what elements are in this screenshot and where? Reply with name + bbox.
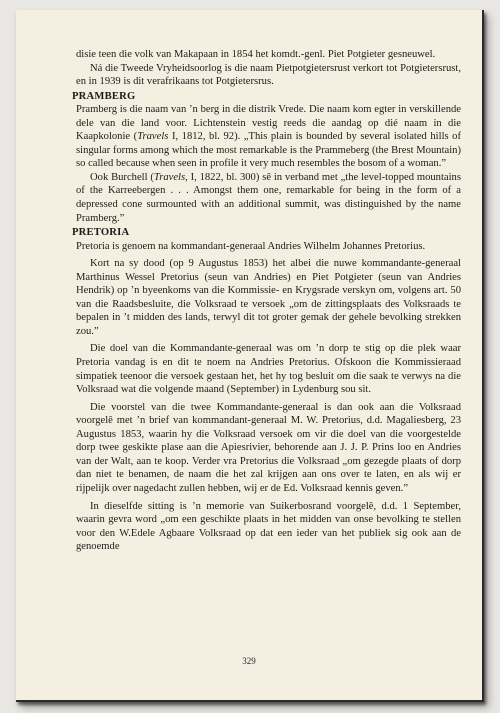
heading-pramberg: PRAMBERG xyxy=(72,90,136,102)
page-number: 329 xyxy=(242,656,256,666)
body-text xyxy=(72,48,461,554)
paragraph-pramberg-lichtenstein: Pramberg is die naam van ’n berg in die distrik Vrede. Die naam kom egter in verskillende dele van die land voor. Lichtenstein vestig reeds die aandag op dié naam in die Kaapkolonie (Travels I, 1812, bl. 92). „This plain is bounded by several isolated hills of singular forms among which the most remarkable is the Prammeberg (the Brest Mountain) so called because when seen in profile it very much resembles the bosom of a woman.” xyxy=(76,104,461,170)
book-title: Travels xyxy=(137,131,169,143)
paragraph-pramberg-burchell: Ook Burchell (Travels, I, 1822, bl. 300) sê in verband met „the level-topped mountains of the Karreebergen . . . Amongst them one, remarkable for being in the form of a depressed cone surmounted with an additional summit, was distinguished by the name Pramberg.” xyxy=(76,171,461,224)
paragraph-pretoria-death: Kort na sy dood (op 9 Augustus 1853) het albei die nuwe kommandante-generaal Marthinus Wessel Pretorius (seun van Andries) en Piet Potgieter (seun van Andries Hendrik) op ’n byeenkoms van die Kommissie- en Krygsrade verskyn om, volgens art. 50 van die Raadsbesluite, die Volksraad te versoek „om de zittingsplaats des Volksraads te bepalen in ’t midden des lands, terwyl dit tot groter gemak der gehele bevolking strekken zou.” xyxy=(76,258,461,337)
paragraph-pretoria-purpose: Die doel van die Kommandante-generaal was om ’n dorp te stig op die plek waar Pretoria vandag is en dit te noem na Andries Pretorius. Ofskoon die Kommissieraad simpatiek teenoor die versoek gestaan het, het hy tog besluit om die saak te verwys na die Volksraad wat die volgende maand (September) in Lydenburg sou sit. xyxy=(76,343,461,396)
paragraph-potgietersrus: Ná die Tweede Vryheidsoorlog is die naam Pietpotgietersrust verkort tot Potgietersrust, en in 1939 is dit verafrikaans tot Potgietersrus. xyxy=(76,62,461,88)
book-title: Travels xyxy=(153,171,186,183)
paragraph-makapaan: disie teen die volk van Makapaan in 1854 het komdt.-genl. Piet Potgieter gesneuwel. xyxy=(76,49,436,60)
book-page xyxy=(16,10,484,702)
heading-pretoria: PRETORIA xyxy=(72,227,130,239)
paragraph-pretoria-memorie: In dieselfde sitting is ’n memorie van Suikerbosrand voorgelê, d.d. 1 September, waarin gevra word „om een geschikte plaats in het midden van onse bevolking te stellen voor den W.Edele Agbaare Volksraad op dat een ieder van het publiek sig ook aan de genoemde xyxy=(76,500,461,553)
paragraph-pretoria-intro: Pretoria is genoem na kommandant-generaal Andries Wilhelm Johannes Pretorius. xyxy=(76,240,426,252)
paragraph-pretoria-proposal: Die voorstel van die twee Kommandante-generaal is dan ook aan die Volksraad voorgelê met ’n brief van kommandant-generaal M. W. Pretorius, d.d. Magaliesberg, 23 Augustus 1853, waarin hy die Volksraad versoek om vir die doel van die voorgestelde dorp twee geskikte plase aan die Apiesrivier, behorende aan J. J. P. Prins loo en Andries van der Walt, aan te koop. Verder vra Pretorius die Volksraad „om gezegde plaats of dorp dan niet te benamen, de naam die het zal krijgen aan ons over te laten, en als wij er rijpelijk over nagedacht zullen hebben, wij er de Ed. Volksraad kennis geven.” xyxy=(76,401,461,494)
